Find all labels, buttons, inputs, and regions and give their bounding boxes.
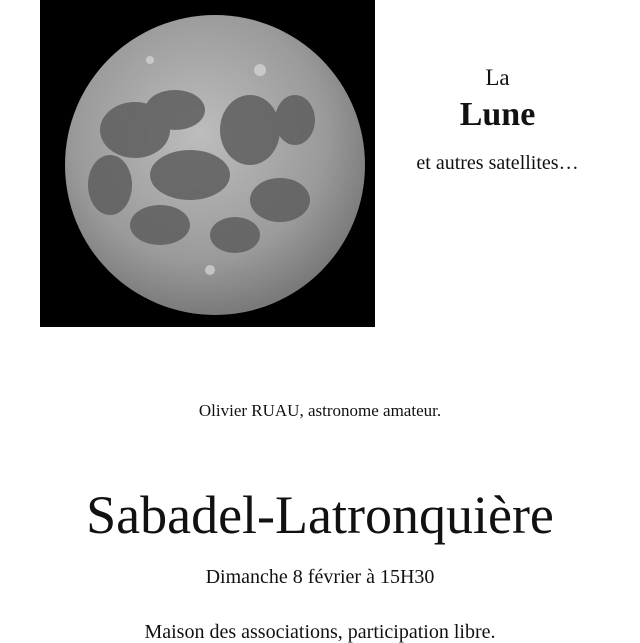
venue: Maison des associations, participation libre.	[144, 621, 496, 643]
subtitle: et autres satellites…	[416, 152, 579, 174]
speaker: Olivier RUAU, astronome amateur.	[198, 401, 442, 420]
moon-photo	[40, 0, 375, 327]
location: Sabadel-Latronquière	[86, 485, 554, 545]
datetime: Dimanche 8 février à 15H30	[205, 566, 435, 588]
title-pre: La	[485, 65, 510, 90]
title: Lune	[459, 96, 536, 133]
